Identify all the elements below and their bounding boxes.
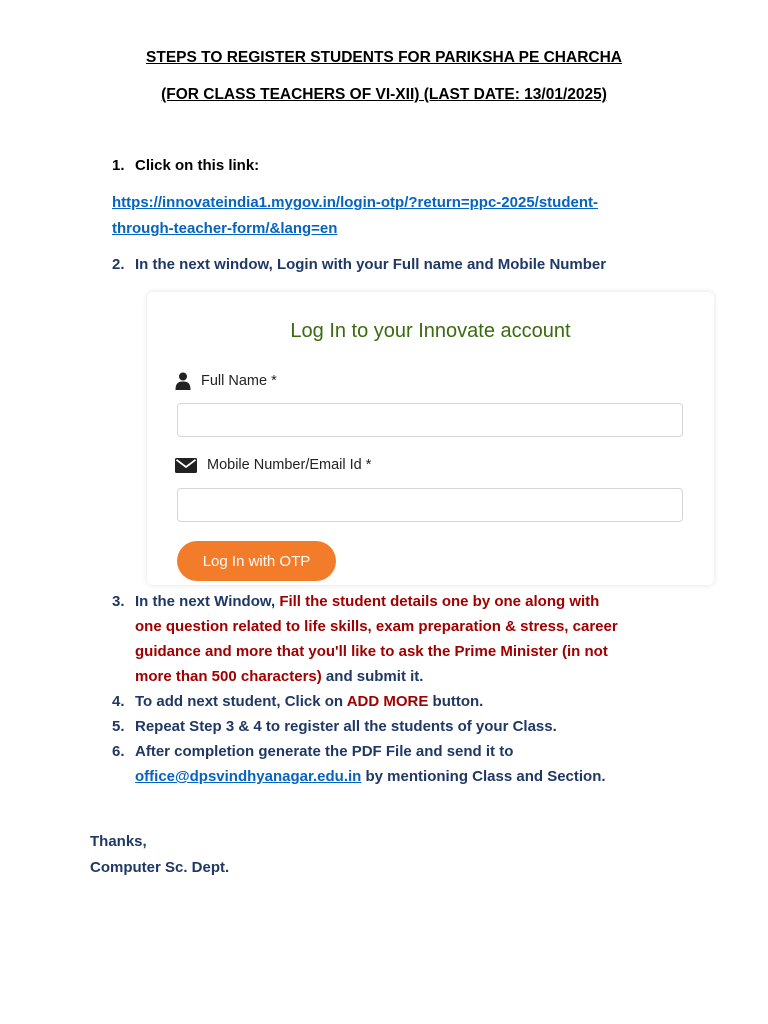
step-number: 6. [112, 743, 125, 760]
login-with-otp-button[interactable]: Log In with OTP [177, 541, 336, 581]
step-3-highlight-1: Fill the student details one by one along with [279, 593, 600, 610]
step-4-outro: button. [428, 693, 484, 710]
signoff-department: Computer Sc. Dept. [90, 859, 230, 876]
step-text: Click on this link: [135, 157, 260, 174]
step-4-intro: To add next student, Click on [135, 693, 347, 710]
mobile-label [175, 457, 371, 473]
step-6-text: After completion generate the PDF File and send it to [135, 743, 514, 760]
full-name-input[interactable] [177, 403, 683, 437]
step-number: 2. [112, 256, 125, 273]
office-email-link[interactable]: office@dpsvindhyanagar.edu.in [135, 768, 362, 785]
step-3-intro: In the next Window, [135, 593, 280, 610]
envelope-icon [175, 458, 197, 473]
step-2 [112, 252, 712, 277]
registration-link-line-1[interactable]: https://innovateindia1.mygov.in/login-otp/?return=ppc-2025/student- [112, 194, 598, 211]
step-3-highlight-4: more than 500 characters) [135, 668, 322, 685]
step-5 [112, 714, 712, 739]
step-number: 5. [112, 718, 125, 735]
steps-list [112, 589, 712, 789]
step-3-highlight-3: guidance and more that you'll like to ask the Prime Minister (in not [135, 643, 608, 660]
step-4 [112, 689, 712, 714]
registration-link-line-2[interactable]: through-teacher-form/&lang=en [112, 220, 338, 237]
document-subtitle: (FOR CLASS TEACHERS OF VI-XII) (LAST DATE: 13/01/2025) [161, 86, 607, 103]
signoff-thanks: Thanks, [90, 833, 147, 850]
login-card-title: Log In to your Innovate account [290, 320, 571, 342]
step-6-outro: by mentioning Class and Section. [361, 768, 606, 785]
step-number: 1. [112, 157, 125, 174]
step-text: Repeat Step 3 & 4 to register all the students of your Class. [135, 718, 557, 735]
registration-link[interactable] [112, 190, 712, 242]
add-more-highlight: ADD MORE [346, 693, 429, 710]
document-title: STEPS TO REGISTER STUDENTS FOR PARIKSHA PE CHARCHA [146, 49, 622, 66]
step-number: 3. [112, 593, 125, 610]
mobile-label-text: Mobile Number/Email Id * [207, 457, 372, 473]
step-3-outro: and submit it. [321, 668, 424, 685]
step-text: In the next window, Login with your Full name and Mobile Number [135, 256, 607, 273]
step-1 [112, 153, 712, 178]
user-icon [175, 372, 191, 390]
step-number: 4. [112, 693, 125, 710]
step-3 [112, 589, 712, 689]
step-6 [112, 739, 712, 789]
full-name-label [175, 372, 277, 390]
full-name-label-text: Full Name * [201, 373, 277, 389]
login-card [147, 292, 714, 585]
step-3-highlight-2: one question related to life skills, exam preparation & stress, career [135, 618, 618, 635]
mobile-email-input[interactable] [177, 488, 683, 522]
signoff [90, 829, 229, 881]
